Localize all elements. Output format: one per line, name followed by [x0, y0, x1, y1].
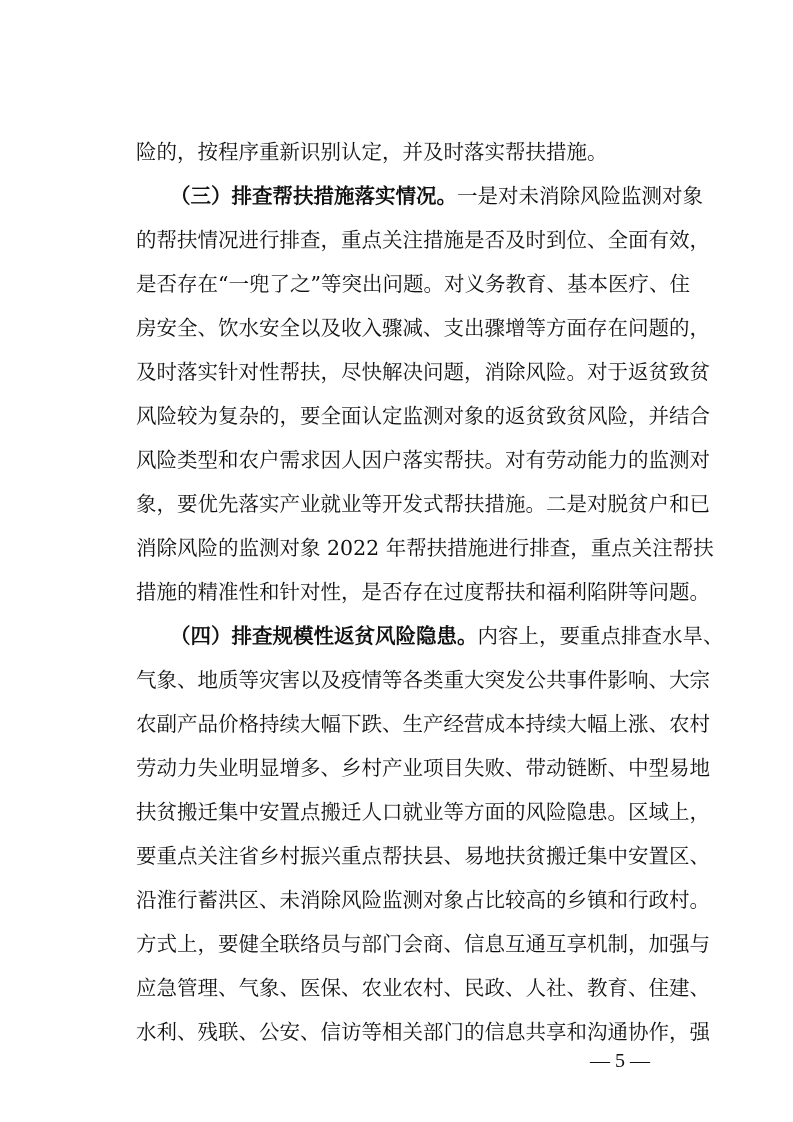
section-3-text: 一是对未消除风险监测对象: [457, 184, 703, 208]
text-line-4: 是否存在“一兜了之”等突出问题。对义务教育、基本医疗、住: [136, 272, 690, 296]
text-line-19: 方式上，要健全联络员与部门会商、信息互通互享机制，加强与: [136, 932, 710, 956]
text-line-5: 房安全、饮水安全以及收入骤减、支出骤增等方面存在问题的，: [136, 316, 710, 340]
text-line-9: 象，要优先落实产业就业等开发式帮扶措施。二是对脱贫户和已: [136, 492, 710, 516]
text-line-15: 劳动力失业明显增多、乡村产业项目失败、带动链断、中型易地: [136, 756, 710, 780]
text-line-7: 风险较为复杂的，要全面认定监测对象的返贫致贫风险，并结合: [136, 404, 710, 428]
text-line-1: 险的，按程序重新识别认定，并及时落实帮扶措施。: [136, 140, 608, 164]
text-line-17: 要重点关注省乡村振兴重点帮扶县、易地扶贫搬迁集中安置区、: [136, 844, 710, 868]
section-4-text: 内容上，要重点排查水旱、: [477, 624, 724, 648]
text-line-6: 及时落实针对性帮扶，尽快解决问题，消除风险。对于返贫致贫: [136, 360, 710, 384]
text-line-14: 农副产品价格持续大幅下跌、生产经营成本持续大幅上涨、农村: [136, 712, 710, 736]
text-line-18: 沿淮行蓄洪区、未消除风险监测对象占比较高的乡镇和行政村。: [136, 888, 710, 912]
section-3-heading: （三）排查帮扶措施落实情况。: [170, 184, 457, 208]
text-line-16: 扶贫搬迁集中安置点搬迁人口就业等方面的风险隐患。区域上，: [136, 800, 710, 824]
text-line-3: 的帮扶情况进行排查，重点关注措施是否及时到位、全面有效，: [136, 228, 710, 252]
section-3-first-line: [170, 180, 703, 212]
text-line-10: 消除风险的监测对象 2022 年帮扶措施进行排查，重点关注帮扶: [136, 536, 714, 560]
section-4-heading: （四）排查规模性返贫风险隐患。: [170, 624, 478, 648]
section-4-first-line: [170, 620, 724, 652]
page-number: — 5 —: [590, 1050, 650, 1072]
text-line-13: 气象、地质等灾害以及疫情等各类重大突发公共事件影响、大宗: [136, 668, 710, 692]
text-line-21: 水利、残联、公安、信访等相关部门的信息共享和沟通协作，强: [136, 1020, 710, 1044]
text-line-20: 应急管理、气象、医保、农业农村、民政、人社、教育、住建、: [136, 976, 710, 1000]
text-line-11: 措施的精准性和针对性，是否存在过度帮扶和福利陷阱等问题。: [136, 580, 710, 604]
text-line-8: 风险类型和农户需求因人因户落实帮扶。对有劳动能力的监测对: [136, 448, 710, 472]
